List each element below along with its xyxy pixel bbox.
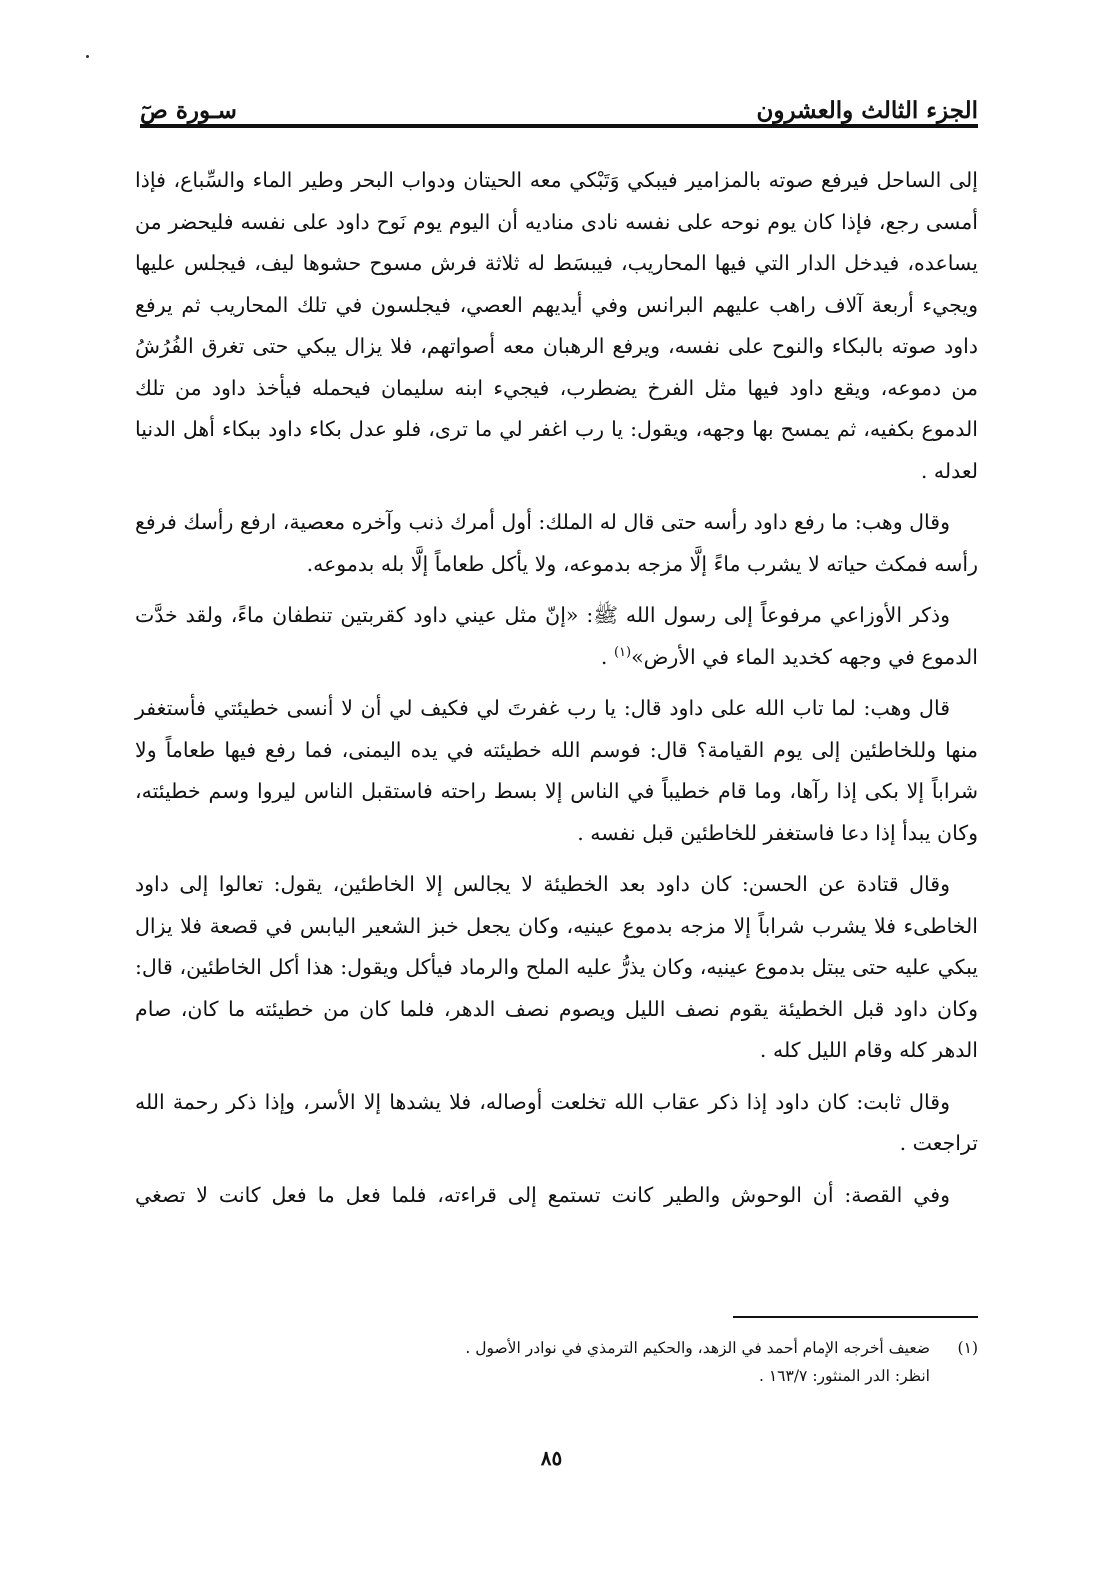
paragraph-text: وذكر الأوزاعي مرفوعاً إلى رسول الله ﷺ: «إنّ مثل عيني داود كقربتين تنطفان ماءً، ولقد خدَّت الدموع في وجهه كخديد الماء في الأرض»	[135, 603, 978, 669]
paragraph: وقال قتادة عن الحسن: كان داود بعد الخطيئة لا يجالس إلا الخاطئين، يقول: تعالوا إلى داود الخاطىء فلا يشرب شراباً إلا مزجه بدموع عينيه، وكان يجعل خبز الشعير اليابس في قصعة فلا يزال يبكي عليه حتى يبتل بدموع عينيه، وكان يذرُّ عليه الملح والرماد فيأكل ويقول: هذا أكل الخاطئين، قال: وكان داود قبل الخطيئة يقوم نصف الليل ويصوم نصف الدهر، فلما كان من خطيئته ما كان، صام الدهر كله وقام الليل كله .	[135, 872, 978, 1062]
paragraph-end: .	[600, 644, 614, 669]
header-surah-title: سـورة صٓ	[140, 97, 237, 124]
footnote-number: (١)	[957, 1339, 978, 1357]
paragraph: وفي القصة: أن الوحوش والطير كانت تستمع إلى قراءته، فلما فعل ما فعل كانت لا تصغي	[135, 1182, 950, 1207]
footnote-text: ضعيف أخرجه الإمام أحمد في الزهد، والحكيم الترمذي في نوادر الأصول .	[465, 1339, 930, 1357]
footnote-reference[interactable]: (١)	[613, 644, 632, 660]
footnote-item-continuation	[140, 1362, 978, 1390]
scan-speck	[86, 55, 89, 58]
header-rule	[140, 124, 978, 128]
page-number: ٨٥	[540, 1446, 563, 1470]
footnote-item	[140, 1334, 978, 1362]
paragraph: قال وهب: لما تاب الله على داود قال: يا رب غفرتَ لي فكيف لي أن لا أنسى خطيئتي فأستغفر منها وللخاطئين إلى يوم القيامة؟ قال: فوسم الله خطيئته في يده اليمنى، فما رفع فيها طعاماً ولا شراباً إلا بكى إذا رآها، وما قام خطيباً في الناس إلا بسط راحته فاستقبل الناس ليروا وسم خطيئته، وكان يبدأ إذا دعا فاستغفر للخاطئين قبل نفسه .	[135, 696, 978, 845]
footnote-source: انظر: الدر المنثور: ١٦٣/٧ .	[759, 1367, 930, 1385]
footnote-rule	[733, 1316, 978, 1318]
footnotes	[140, 1334, 978, 1390]
paragraph: إلى الساحل فيرفع صوته بالمزامير فيبكي وَتَبْكي معه الحيتان ودواب البحر وطير الماء والسِّباع، فإذا أمسى رجع، فإذا كان يوم نوحه على نفسه نادى مناديه أن اليوم يوم نَوح داود على نفسه فليحضر من يساعده، فيدخل الدار التي فيها المحاريب، فيبسَط له ثلاثة فرش مسوح حشوها ليف، فيجلس عليها ويجيء أربعة آلاف راهب عليهم البرانس وفي أيديهم العصي، فيجلسون في تلك المحاريب ثم يرفع داود صوته بالبكاء والنوح على نفسه، ويرفع الرهبان معه أصواتهم، فلا يزال يبكي حتى تغرق الفُرُشُ من دموعه، ويقع داود فيها مثل الفرخ يضطرب، فيجيء ابنه سليمان فيحمله فيأخذ داود من تلك الدموع بكفيه، ثم يمسح بها وجهه، ويقول: يا رب اغفر لي ما ترى، فلو عدل بكاء داود ببكاء أهل الدنيا لعدله .	[135, 168, 978, 483]
main-text	[135, 160, 978, 1216]
header-part-title: الجزء الثالث والعشرون	[756, 97, 978, 124]
running-header	[140, 80, 978, 124]
paragraph-with-footnote	[135, 595, 978, 678]
paragraph: وقال ثابت: كان داود إذا ذكر عقاب الله تخلعت أوصاله، فلا يشدها إلا الأسر، وإذا ذكر رحمة الله تراجعت .	[135, 1089, 978, 1155]
paragraph: وقال وهب: ما رفع داود رأسه حتى قال له الملك: أول أمرك ذنب وآخره معصية، ارفع رأسك فرفع رأسه فمكث حياته لا يشرب ماءً إلَّا مزجه بدموعه، ولا يأكل طعاماً إلَّا بله بدموعه.	[135, 510, 978, 576]
